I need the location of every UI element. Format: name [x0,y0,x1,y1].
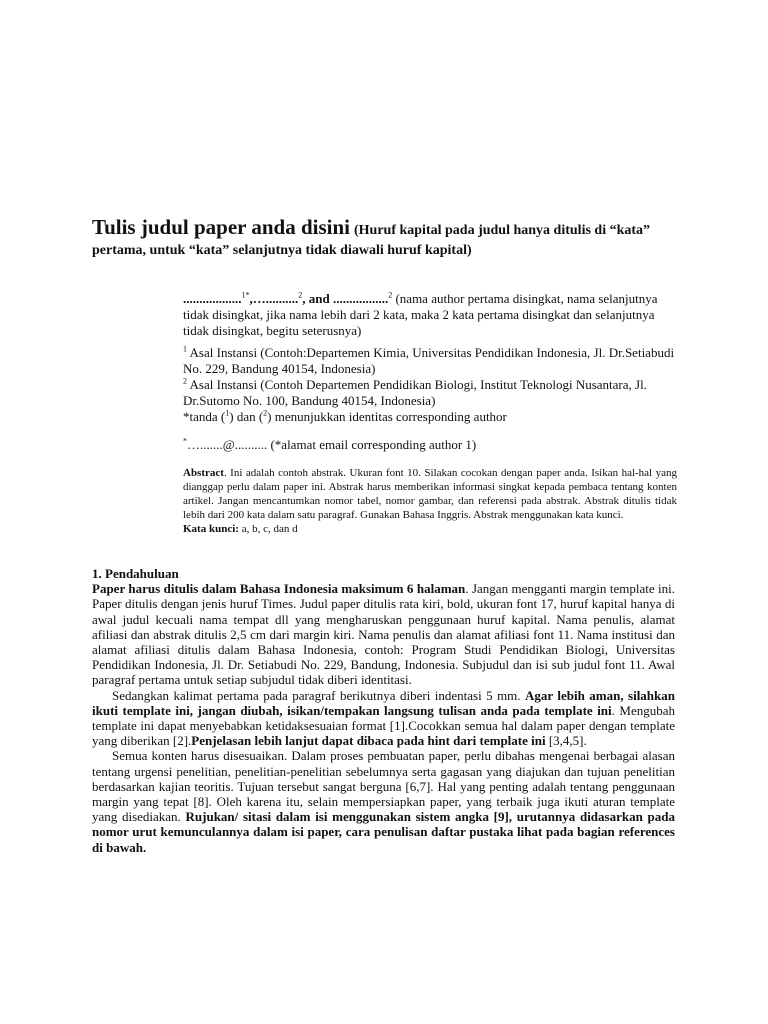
section-heading-text: 1. Pendahuluan [92,566,179,581]
tanda-c: ) menunjukkan identitas corresponding author [267,409,507,424]
abstract-label: Abstract [183,467,224,479]
tanda-b: ) dan ( [229,409,264,424]
affiliations [183,345,677,425]
email-text: ….......@.......... (*alamat email corresponding author 1) [187,437,477,452]
p3-b: Rujukan/ sitasi dalam isi menggunakan sistem angka [9], urutannya didasarkan pada nomor urut kemunculannya dalam isi paper, cara penulisan daftar pustaka lihat pada bagian references di bawah. [92,809,675,855]
affiliation-1-sup: 1 [183,344,187,354]
p2-c: . Mengubah template ini dapat menyebabkan ketidaksesuaian format [1].Cocokkan semua hal dalam paper dengan template yang diberikan [2]. [92,702,675,749]
p2-b: Agar lebih aman, silahkan ikuti template ini, jangan diubah, isikan/tempakan langsung tulisan anda pada template ini [92,687,675,718]
paragraph-2 [92,688,675,749]
affiliation-2-sup: 2 [183,376,187,386]
paragraph-3 [92,748,675,854]
author-2-sup: 2 [298,290,303,300]
abstract-body [183,466,677,522]
email-sup: * [183,436,187,446]
tanda-a: *tanda ( [183,409,226,424]
author-1: .................. [183,291,242,306]
affiliation-2-text: Asal Instansi (Contoh Departemen Pendidikan Biologi, Institut Teknologi Nusantara, Jl. Dr.Sutomo No. 100, Bandung 40154, Indonesia) [183,377,647,408]
author-1-sup: 1* [241,290,250,300]
paragraph-1 [92,581,675,687]
title-main: Tulis judul paper anda disini [92,215,350,239]
keywords [183,522,677,536]
paper-title [92,215,692,260]
author-3: ................. [332,291,389,306]
author-note: (nama author pertama disingkat, nama selanjutnya tidak disingkat, jika nama lebih dari 2 kata, maka 2 kata pertama disingkat dan selanjutnya tidak disingkat, begitu seterusnya) [183,291,658,338]
section-heading [92,566,675,581]
tanda-sup-1: 1 [225,408,230,418]
abstract-text: . Ini adalah contoh abstrak. Ukuran font 10. Silakan cocokan dengan paper anda. Isikan hal-hal yang dianggap perlu dalam paper ini. Abstrak harus memberikan informasi singkat kepada pembaca tentang konten artikel. Jangan mencantumkan nomor tabel, nomor gambar, dan referensi pada abstrak. Abstrak ditulis tidak lebih dari 200 kata dalam satu paragraf. Gunakan Bahasa Inggris. Abstrak menggunakan kata kunci. [183,467,677,521]
p2-e: [3,4,5]. [545,733,587,749]
affiliation-2 [183,377,677,409]
abstract [183,466,677,536]
affiliation-1-text: Asal Instansi (Contoh:Departemen Kimia, Universitas Pendidikan Indonesia, Jl. Dr.Setiabudi No. 229, Bandung 40154, Indonesia) [183,345,675,376]
corresponding-note [183,409,677,425]
p2-a: Sedangkan kalimat pertama pada paragraf berikutnya diberi indentasi 5 mm. [112,687,525,703]
affiliation-1 [183,345,677,377]
title-note: (Huruf kapital pada judul hanya ditulis di “kata” pertama, untuk “kata” selanjutnya tidak diawali huruf kapital) [92,223,651,258]
tanda-sup-2: 2 [263,408,268,418]
section-pendahuluan [92,566,675,855]
p1-bold: Paper harus ditulis dalam Bahasa Indonesia maksimum 6 halaman [92,581,466,597]
author-sep-2: , and [302,291,333,306]
keywords-text: a, b, c, dan d [238,523,298,535]
p1-text: . Jangan mengganti margin template ini. Paper ditulis dengan jenis huruf Times. Judul paper ditulis rata kiri, bold, ukuran font 17, huruf kapital hanya di awal judul kecuali nama tempat dll yang mengharuskan penggunaan huruf kapital. Nama penulis, alamat afiliasi dan abstrak ditulis 2,5 cm dari margin kiri. Nama penulis dan alamat afiliasi font 11. Nama institusi dan alamat afiliasi ditulis dalam Bahasa Indonesia, contoh: Program Studi Pendidikan Biologi, Universitas Pendidikan Indonesia, Jl. Dr. Setiabudi No. 229, Bandung, Indonesia. Subjudul dan isi sub judul font 11. Awal paragraf pertama untuk setiap subjudul tidak diberi identitasi. [92,581,676,688]
author-3-sup: 2 [388,290,393,300]
author-list [183,291,677,339]
author-2: ….......... [252,291,299,306]
keywords-label: Kata kunci: [183,523,239,535]
p2-d: Penjelasan lebih lanjut dapat dibaca pada hint dari template ini [191,733,546,749]
corresponding-email [183,437,677,453]
author-sep-1: , [249,291,253,306]
p3-a: Semua konten harus disesuaikan. Dalam proses pembuatan paper, perlu dibahas mengenai berbagai alasan tentang urgensi penelitian, penelitian-penelitian sebelumnya serta gagasan yang diajukan dan tujuan penelitian berdasarkan kajian teoritis. Tujuan tersebut sangat berguna [6,7]. Hal yang penting adalah tentang penggunaan margin yang tepat [8]. Oleh karena itu, selain mempersiapkan paper, yang terbaik juga ikuti aturan template yang disediakan. [92,748,675,825]
